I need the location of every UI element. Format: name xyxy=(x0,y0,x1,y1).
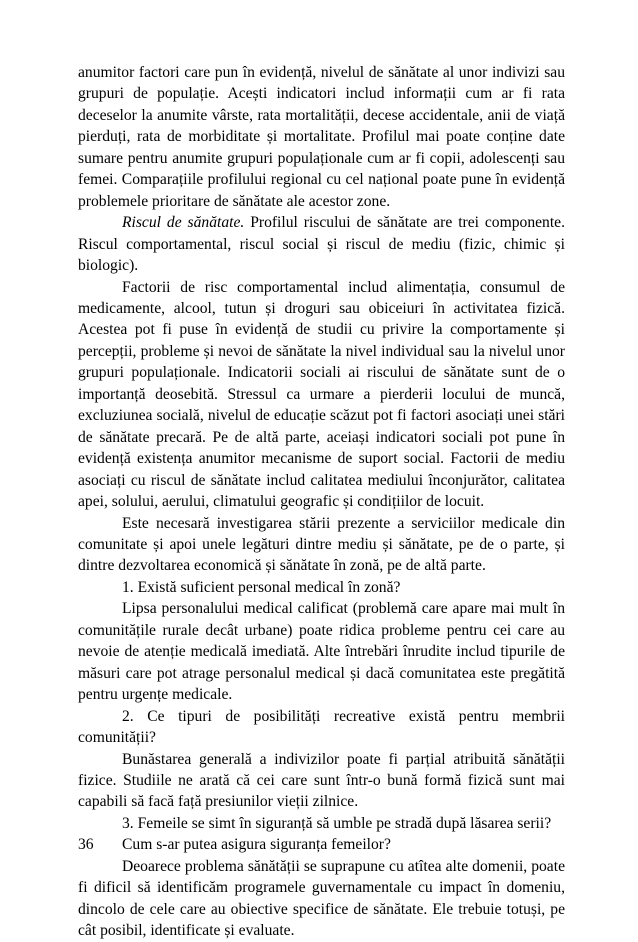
question-2: 2. Ce tipuri de posibilități recreative există pentru membrii comunității? xyxy=(78,707,565,747)
paragraph-health-indicators: anumitor factori care pun în evidență, nivelul de sănătate al unor indivizi sau grupuri de populație. Acești indicatori includ informații cum ar fi rata deceselor la anumite vârste, rata mortalității, decese accidentale, anii de viață pierduți, rata de morbiditate și mortalitate. Profilul mai poate conține date sumare pentru anumite grupuri populaționale cum ar fi copii, adolescenți sau femei. Comparațiile profilului regional cu cel național poate pune în evidență problemele prioritare de sănătate ale acestor zone. xyxy=(78,64,565,210)
question-3: 3. Femeile se simt în siguranță să umble pe stradă după lăsarea serii? xyxy=(122,814,552,832)
paragraph-medical-staff: Lipsa personalului medical calificat (problemă care apare mai mult în comunitățile rurale decât urbane) poate ridica probleme pentru cei care au nevoie de atenție medicală imediată. Alte întrebări înrudite includ tipurile de măsuri care pot atrage personalul medical și dacă comunitatea este pregătită pentru urgențe medicale. xyxy=(78,600,565,704)
question-3-followup: Cum s-ar putea asigura siguranța femeilor? xyxy=(122,836,391,854)
paragraph-government-programs: Deoarece problema sănătății se suprapune cu atîtea alte domenii, poate fi dificil să identificăm programele guvernamentale cu impact în domeniu, dincolo de cele care au obiective specifice de sănătate. Ele trebuie totuși, pe cât posibil, identificate și evaluate. xyxy=(78,857,565,940)
health-risk-text: Profilul riscului de sănătate are trei componente. Riscul comportamental, riscul social și riscul de mediu (fizic, chimic și biologic). xyxy=(78,214,565,275)
health-risk-heading: Riscul de sănătate. xyxy=(122,214,245,232)
question-1: 1. Există suficient personal medical în zonă? xyxy=(122,578,401,596)
paragraph-wellbeing: Bunăstarea generală a indivizilor poate fi parțial atribuită sănătății fizice. Studiile ne arată că cei care sunt într-o bună formă fizică sunt mai capabili să facă față presiunilor vieții zilnice. xyxy=(78,750,565,811)
page-body xyxy=(78,62,565,942)
paragraph-behavioral-risk: Factorii de risc comportamental includ alimentația, consumul de medicamente, alcool, tutun și droguri sau obiceiuri în activitatea fizică. Acestea pot fi puse în evidență de studii cu privire la comportamente și percepții, probleme și nevoi de sănătate la nivel individual sau la nivelul unor grupuri populaționale. Indicatorii sociali ai riscului de sănătate sunt de o importanță deosebită. Stressul ca urmare a pierderii locului de muncă, excluziunea socială, nivelul de educație scăzut pot fi factori asociați unei stări de sănătate precară. Pe de altă parte, aceiași indicatori sociali pot pune în evidență existența anumitor mecanisme de suport social. Factorii de mediu asociați cu riscul de sănătate includ calitatea mediului înconjurător, calitatea apei, solului, aerului, climatului geografic și condițiilor de locuit. xyxy=(78,278,565,511)
paragraph-medical-services: Este necesară investigarea stării prezente a serviciilor medicale din comunitate și apoi unele legături dintre mediu și sănătate, pe de o parte, și dintre dezvoltarea economică și sănătate în zonă, pe de altă parte. xyxy=(78,514,565,575)
paragraph-health-risk xyxy=(78,212,565,276)
page-number: 36 xyxy=(78,836,94,853)
